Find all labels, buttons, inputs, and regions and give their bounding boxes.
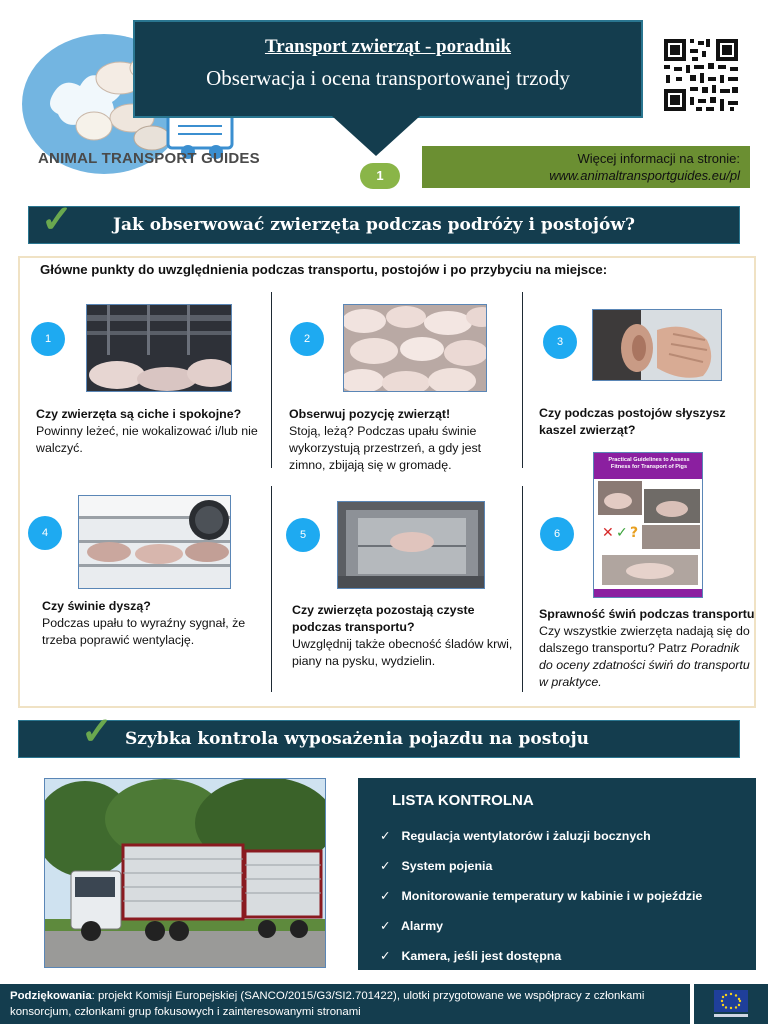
svg-text:✓: ✓ [616,525,628,541]
checklist-item [380,858,492,873]
item-number-badge: 1 [31,322,65,356]
checklist-item-label: Regulacja wentylatorów i żaluzji bocznych [401,829,651,843]
checkmark-icon: ✓ [380,919,391,933]
checklist-item [380,888,702,903]
observation-intro: Główne punkty do uwzględnienia podczas transportu, postojów i po przybyciu na miejsce: [40,262,608,277]
section-observation-header [28,199,740,244]
item-1-text [36,406,268,457]
checkmark-icon: ✓ [81,711,113,753]
item-3-text [539,405,754,439]
item-4-answer: Podczas upału to wyraźny sygnał, że trzeba poprawić wentylację. [42,616,246,647]
pigs-group-photo [343,304,487,392]
checkmark-icon: ✓ [380,949,391,963]
more-info-label: Więcej informacji na stronie: [577,151,740,166]
section-observation-title: Jak obserwować zwierzęta podczas podróży i postojów? [113,215,635,235]
checkmark-icon: ✓ [380,859,391,873]
pig-unloading-photo [337,501,485,589]
svg-text:?: ? [630,525,639,541]
document-title: Transport zwierząt - poradnik [264,36,512,57]
checklist-item-label: System pojenia [401,859,493,873]
item-5-question: Czy zwierzęta pozostają czyste podczas transportu? [292,603,475,634]
item-number-badge: 5 [286,518,320,552]
page-number-badge: 1 [360,163,400,189]
item-4-text [42,598,268,649]
item-number-badge: 3 [543,325,577,359]
checklist-item-label: Kamera, jeśli jest dostępna [401,949,562,963]
website-link[interactable]: www.animaltransportguides.eu/pl [549,168,740,183]
item-5-answer: Uwzględnij także obecność śladów krwi, piany na pysku, wydzielin. [292,637,513,668]
panting-pigs-photo [78,495,231,589]
item-2-text [289,406,517,474]
pigs-in-truck-photo [86,304,232,392]
checklist-item-label: Monitorowanie temperatury w kabinie i w pojeździe [401,889,703,903]
listening-ear-photo [592,309,722,381]
checklist-item-label: Alarmy [400,919,443,933]
section-vehicle-check-header [18,711,740,758]
acknowledgements-label: Podziękowania [10,990,92,1002]
item-3-question: Czy podczas postojów słyszysz kaszel zwierząt? [539,406,726,437]
item-number-badge: 2 [290,322,324,356]
logo-text: ANIMAL TRANSPORT GUIDES [38,150,260,167]
item-1-answer: Powinny leżeć, nie wokalizować i/lub nie walczyć. [36,424,258,455]
item-1-question: Czy zwierzęta są ciche i spokojne? [36,407,242,421]
column-divider [271,486,272,692]
checklist-panel [358,778,756,970]
column-divider [271,292,272,468]
fitness-guide-cover[interactable] [593,452,703,598]
item-2-answer: Stoją, leżą? Podczas upału świnie wykorzystują przestrzeń, a gdy jest zimno, zbijają się w gromadę. [289,424,482,472]
checklist-item [380,918,443,933]
item-6-question: Sprawność świń podczas transportu [539,607,755,621]
acknowledgements-footer [0,984,690,1024]
arrow-down-icon [332,116,420,156]
checkmark-icon: ✓ [380,889,391,903]
eu-commission-logo [694,984,768,1024]
acknowledgements-text: : projekt Komisji Europejskiej (SANCO/2015/G3/SI2.701422), ulotki przygotowane we współpracy z członkami konsorcjum, członkami grup fokusowych i zainteresowanymi stronami [10,990,645,1018]
guide-cover-title: Practical Guidelines to Assess Fitness for Transport of Pigs [608,457,690,470]
svg-text:✕: ✕ [602,525,614,541]
item-6-guide-reference[interactable]: Poradnik do oceny zdatności świń do transportu w praktyce. [539,641,750,689]
checkmark-icon: ✓ [41,199,73,241]
checkmark-icon: ✓ [380,829,391,843]
item-5-text [292,602,518,670]
title-banner [133,20,643,118]
item-4-question: Czy świnie dyszą? [42,599,151,613]
item-number-badge: 6 [540,517,574,551]
document-subtitle: Obserwacja i ocena transportowanej trzody [206,66,570,90]
more-info-box [422,146,750,188]
checklist-item [380,948,561,963]
item-6-text [539,606,755,691]
checklist-item [380,828,651,843]
item-number-badge: 4 [28,516,62,550]
qr-code-icon[interactable] [660,35,742,115]
item-6-answer: Czy wszystkie zwierzęta nadają się do dalszego transportu? Patrz [539,624,750,655]
column-divider [522,292,523,468]
section-vehicle-check-title: Szybka kontrola wyposażenia pojazdu na postoju [125,729,589,749]
column-divider [522,486,523,692]
item-2-question: Obserwuj pozycję zwierząt! [289,407,451,421]
checklist-title: LISTA KONTROLNA [392,792,534,809]
livestock-truck-photo [44,778,326,968]
